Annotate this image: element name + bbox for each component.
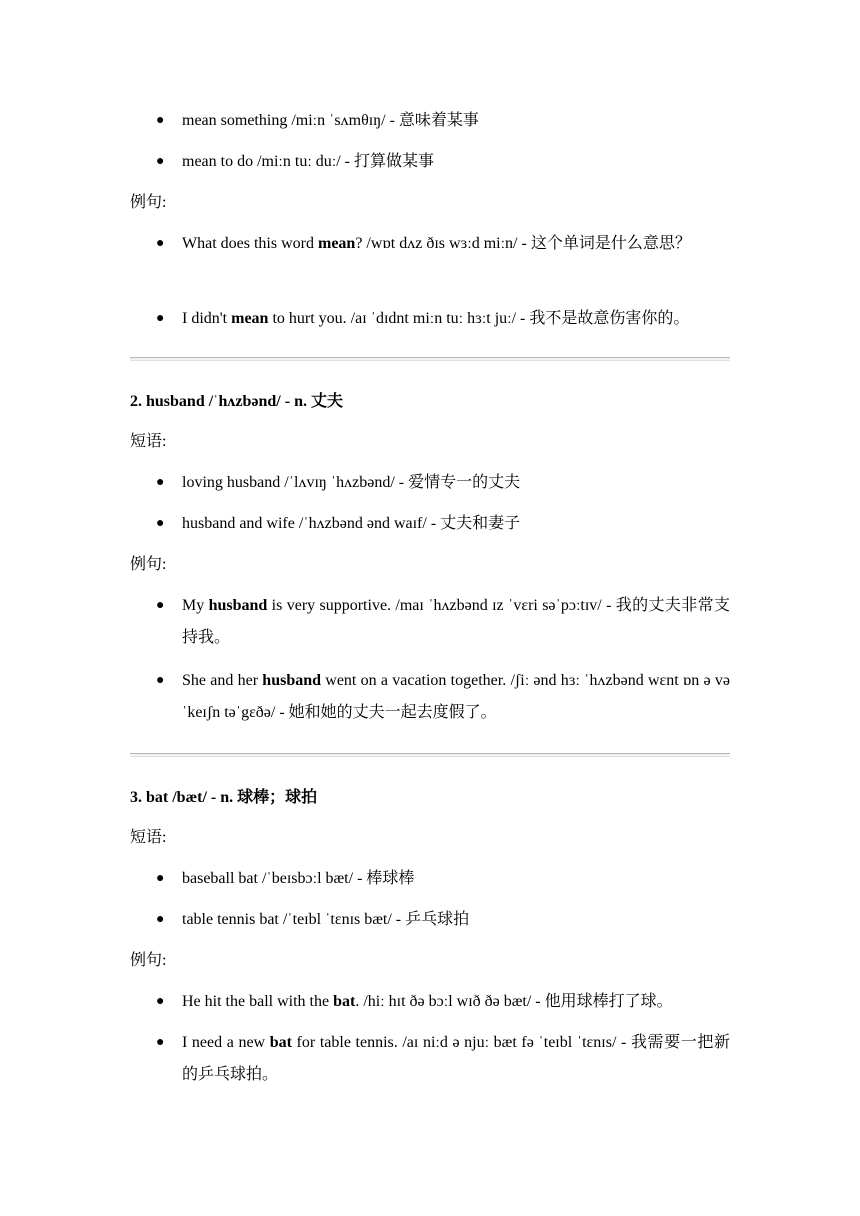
- examples-label: 例句:: [130, 556, 167, 573]
- phrases-label: 短语:: [130, 433, 167, 450]
- example-item: ● What does this word mean? /wɒt dʌz ðɪs wɜːd miːn/ - 这个单词是什么意思？: [182, 228, 730, 260]
- keyword: mean: [231, 310, 269, 327]
- examples-label: 例句:: [130, 194, 167, 211]
- phrase-text: mean something /miːn ˈsʌmθɪŋ/ - 意味着某事: [182, 112, 479, 129]
- example-item: ● I didn't mean to hurt you. /aɪ ˈdɪdnt miːn tuː hɜːt juː/ - 我不是故意伤害你的。: [182, 303, 730, 335]
- keyword: husband: [208, 597, 268, 614]
- phrase-item: [156, 904, 730, 936]
- phrase-item: [156, 105, 730, 137]
- examples-label: 例句:: [130, 952, 167, 969]
- example-item: ● My husband is very supportive. /maɪ ˈhʌzbənd ɪz ˈvɛri səˈpɔːtɪv/ - 我的丈夫非常支持我。: [182, 590, 730, 654]
- phrase-item: [156, 467, 730, 499]
- phrase-text: loving husband /ˈlʌvɪŋ ˈhʌzbənd/ - 爱情专一的丈夫: [182, 474, 521, 491]
- phrase-text: mean to do /miːn tuː duː/ - 打算做某事: [182, 153, 434, 170]
- word-heading: 3. bat /bæt/ - n. 球棒；球拍: [130, 789, 318, 806]
- bullet-icon: ●: [156, 113, 165, 128]
- keyword: bat: [333, 993, 356, 1010]
- keyword: mean: [317, 235, 356, 252]
- bullet-icon: ●: [156, 311, 165, 326]
- bullet-icon: ●: [156, 994, 165, 1009]
- phrases-label: 短语:: [130, 829, 167, 846]
- phrase-text: husband and wife /ˈhʌzbənd ənd waɪf/ - 丈夫和妻子: [182, 515, 521, 532]
- phrase-item: [156, 508, 730, 540]
- example-item: ● He hit the ball with the bat. /hiː hɪt ðə bɔːl wɪð ðə bæt/ - 他用球棒打了球。: [182, 986, 730, 1018]
- bullet-icon: ●: [156, 154, 165, 169]
- example-item: ● I need a new bat for table tennis. /aɪ niːd ə njuː bæt fə ˈteɪbl ˈtɛnɪs/ - 我需要一把新的乒乓球拍。: [182, 1027, 730, 1091]
- bullet-icon: ●: [156, 871, 165, 886]
- word-heading: 2. husband /ˈhʌzbənd/ - n. 丈夫: [130, 393, 343, 410]
- bullet-icon: ●: [156, 673, 165, 688]
- bullet-icon: ●: [156, 912, 165, 927]
- section-divider: [130, 753, 730, 757]
- bullet-icon: ●: [156, 1035, 165, 1050]
- section-divider: [130, 357, 730, 361]
- example-item: ● She and her husband went on a vacation together. /ʃiː ənd hɜː ˈhʌzbənd wɛnt ɒn ə vəˈkeɪʃn təˈgɛðə/ - 她和她的丈夫一起去度假了。: [182, 665, 730, 729]
- bullet-icon: ●: [156, 475, 165, 490]
- phrase-item: [156, 146, 730, 178]
- bullet-icon: ●: [156, 236, 165, 251]
- phrase-text: baseball bat /ˈbeɪsbɔːl bæt/ - 棒球棒: [182, 870, 415, 887]
- phrase-item: [156, 863, 730, 895]
- phrase-text: table tennis bat /ˈteɪbl ˈtɛnɪs bæt/ - 乒乓球拍: [182, 911, 470, 928]
- keyword: bat: [269, 1034, 292, 1051]
- bullet-icon: ●: [156, 598, 165, 613]
- keyword: husband: [262, 672, 322, 689]
- bullet-icon: ●: [156, 516, 165, 531]
